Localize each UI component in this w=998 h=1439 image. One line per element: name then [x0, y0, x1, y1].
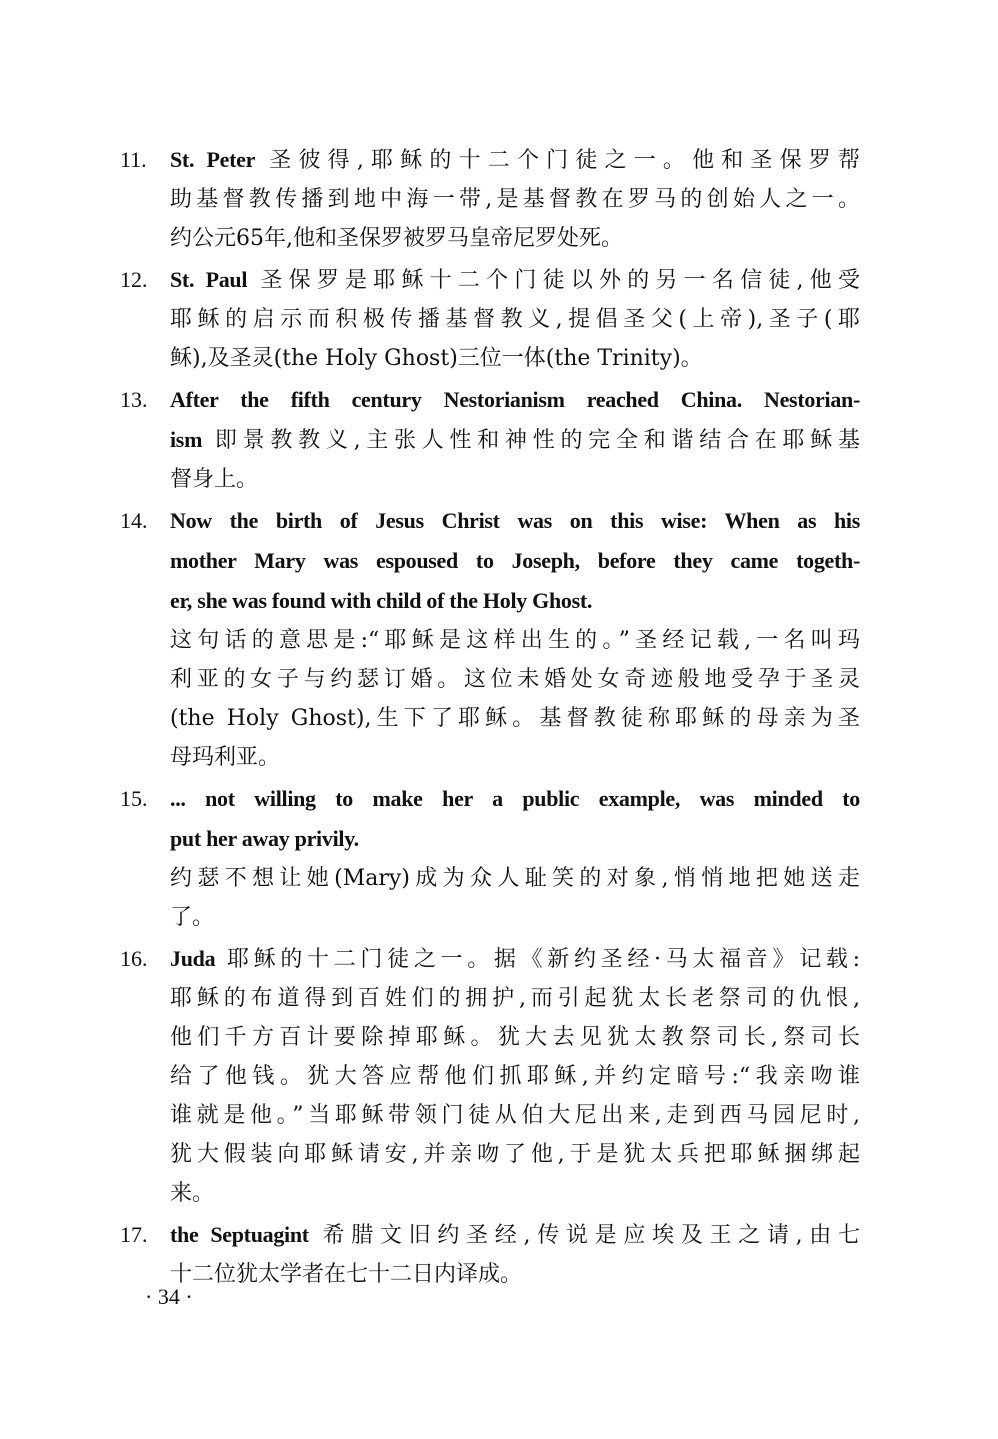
note-line [170, 979, 860, 1018]
chinese-text: 督身上。 [170, 467, 259, 492]
note-item [120, 260, 860, 378]
chinese-text: 利亚的女子与约瑟订婚。这位未婚处女奇迹般地受孕于圣灵 [170, 667, 860, 692]
chinese-text: 来。 [170, 1181, 215, 1206]
note-number: 14. [120, 508, 148, 533]
chinese-text: 希腊文旧约圣经,传说是应埃及王之请,由七 [308, 1223, 860, 1248]
note-line [170, 1135, 860, 1174]
english-term: Juda [170, 946, 216, 971]
chinese-text: 约公元65年,他和圣保罗被罗马皇帝尼罗处死。 [170, 226, 623, 251]
note-item [120, 140, 860, 258]
note-number: 16. [120, 946, 148, 971]
note-line [170, 819, 860, 859]
note-number: 17. [120, 1222, 148, 1247]
chinese-text: 他们千方百计要除掉耶稣。犹大去见犹太教祭司长,祭司长 [170, 1025, 860, 1050]
chinese-text: 耶稣的布道得到百姓们的拥护,而引起犹太长老祭司的仇恨, [170, 986, 860, 1011]
notes-list [120, 140, 860, 1296]
chinese-text: 这句话的意思是:“耶稣是这样出生的。”圣经记载,一名叫玛 [170, 628, 860, 653]
english-term: ism [170, 427, 203, 452]
note-line [170, 699, 860, 738]
note-item [120, 380, 860, 499]
note-line [170, 180, 860, 219]
note-line [170, 260, 860, 300]
note-line [170, 420, 860, 460]
note-line [170, 581, 860, 621]
english-term: St. Paul [170, 267, 248, 292]
note-line [170, 541, 860, 581]
chinese-text: 了。 [170, 905, 215, 930]
english-term: After the fifth century Nestorianism reached China. Nestorian- [170, 387, 860, 412]
chinese-text: 约瑟不想让她(Mary)成为众人耻笑的对象,悄悄地把她送走 [170, 866, 860, 891]
english-term: mother Mary was espoused to Joseph, before they came togeth- [170, 548, 860, 573]
note-line [170, 738, 860, 777]
note-line [170, 621, 860, 660]
page-number: · 34 · [145, 1284, 193, 1309]
note-line [170, 1215, 860, 1255]
chinese-text: 耶稣的十二门徒之一。据《新约圣经·马太福音》记载: [215, 947, 860, 972]
english-term: put her away privily. [170, 826, 359, 851]
note-number: 13. [120, 387, 148, 412]
note-line [170, 339, 860, 378]
note-line [170, 660, 860, 699]
note-item [120, 779, 860, 937]
note-line [170, 859, 860, 898]
chinese-text: 稣),及圣灵(the Holy Ghost)三位一体(the Trinity)。 [170, 346, 703, 371]
note-number: 15. [120, 786, 148, 811]
english-term: ... not willing to make her a public example, was minded to [170, 786, 860, 811]
note-line [170, 779, 860, 819]
chinese-text: 犹大假装向耶稣请安,并亲吻了他,于是犹太兵把耶稣捆绑起 [170, 1142, 860, 1167]
chinese-text: 给了他钱。犹大答应帮他们抓耶稣,并约定暗号:“我亲吻谁 [170, 1064, 860, 1089]
note-number: 11. [120, 147, 147, 172]
chinese-text: (the Holy Ghost),生下了耶稣。基督教徒称耶稣的母亲为圣 [170, 706, 860, 731]
note-line [170, 140, 860, 180]
note-line [170, 1255, 860, 1294]
chinese-text: 即景教教义,主张人性和神性的完全和谐结合在耶稣基 [202, 428, 860, 453]
note-line [170, 939, 860, 979]
note-item [120, 501, 860, 777]
note-item [120, 939, 860, 1213]
chinese-text: 十二位犹太学者在七十二日内译成。 [170, 1262, 523, 1287]
english-term: the Septuagint [170, 1222, 309, 1247]
english-term: Now the birth of Jesus Christ was on this wise: When as his [170, 508, 860, 533]
chinese-text: 圣彼得,耶稣的十二个门徒之一。他和圣保罗帮 [255, 148, 860, 173]
chinese-text: 圣保罗是耶稣十二个门徒以外的另一名信徒,他受 [247, 268, 860, 293]
note-line [170, 1057, 860, 1096]
note-line [170, 380, 860, 420]
chinese-text: 谁就是他。”当耶稣带领门徒从伯大尼出来,走到西马园尼时, [170, 1103, 860, 1128]
note-item [120, 1215, 860, 1294]
note-line [170, 1018, 860, 1057]
note-line [170, 1096, 860, 1135]
note-line [170, 300, 860, 339]
english-term: St. Peter [170, 147, 256, 172]
note-line [170, 219, 860, 258]
chinese-text: 耶稣的启示而积极传播基督教义,提倡圣父(上帝),圣子(耶 [170, 307, 860, 332]
english-term: er, she was found with child of the Holy Ghost. [170, 588, 593, 613]
note-line [170, 501, 860, 541]
chinese-text: 母玛利亚。 [170, 745, 281, 770]
note-line [170, 1174, 860, 1213]
note-line [170, 460, 860, 499]
note-line [170, 898, 860, 937]
note-number: 12. [120, 267, 148, 292]
chinese-text: 助基督教传播到地中海一带,是基督教在罗马的创始人之一。 [170, 187, 860, 212]
